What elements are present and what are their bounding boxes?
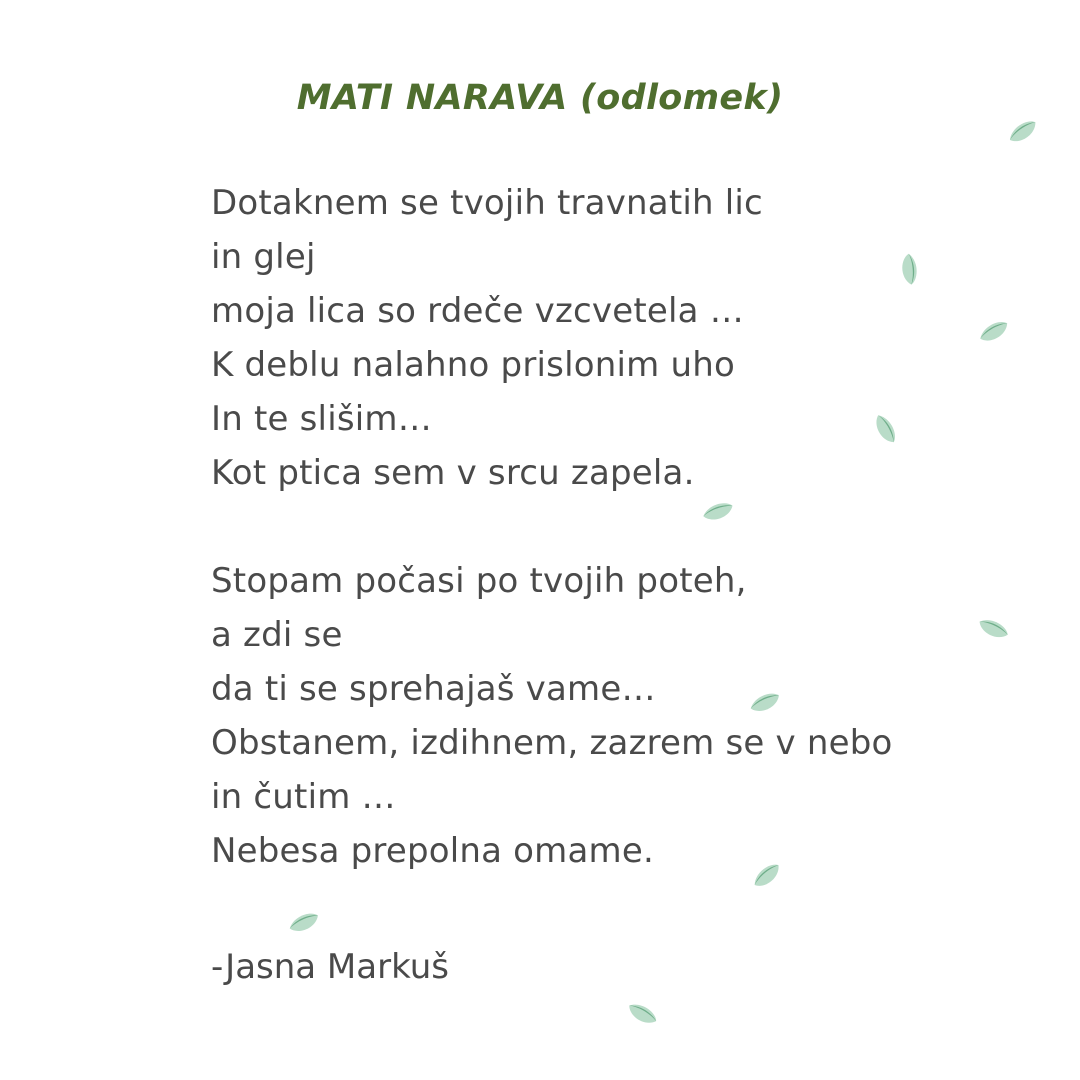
poem-line: moja lica so rdeče vzcvetela … [211,291,744,331]
poem-line: K deblu nalahno prislonim uho [211,345,735,385]
leaf-icon [1003,116,1042,148]
poem-title: MATI NARAVA (odlomek) [296,78,784,118]
leaf-icon [285,909,322,937]
leaf-icon [622,994,662,1034]
poem-line: Kot ptica sem v srcu zapela. [211,453,695,493]
stanza [211,176,893,500]
poem-line: Dotaknem se tvojih travnatih lic [211,183,763,223]
poem-author: -Jasna Markuš [211,947,449,987]
poem-line: Nebesa prepolna omame. [211,831,654,871]
stanza [211,554,893,878]
poem-line: in glej [211,237,316,277]
poem-line: da ti se sprehajaš vame… [211,669,656,709]
leaf-icon [973,610,1013,649]
poem-body [211,176,893,932]
poem-line: Obstanem, izdihnem, zazrem se v nebo [211,723,893,763]
poem-line: a zdi se [211,615,343,655]
leaf-icon [975,317,1014,347]
poem-line: Stopam počasi po tvojih poteh, [211,561,747,601]
poem-line: In te slišim… [211,399,432,439]
poem-line: in čutim … [211,777,396,817]
leaf-icon [700,500,736,525]
leaf-icon [895,250,923,287]
